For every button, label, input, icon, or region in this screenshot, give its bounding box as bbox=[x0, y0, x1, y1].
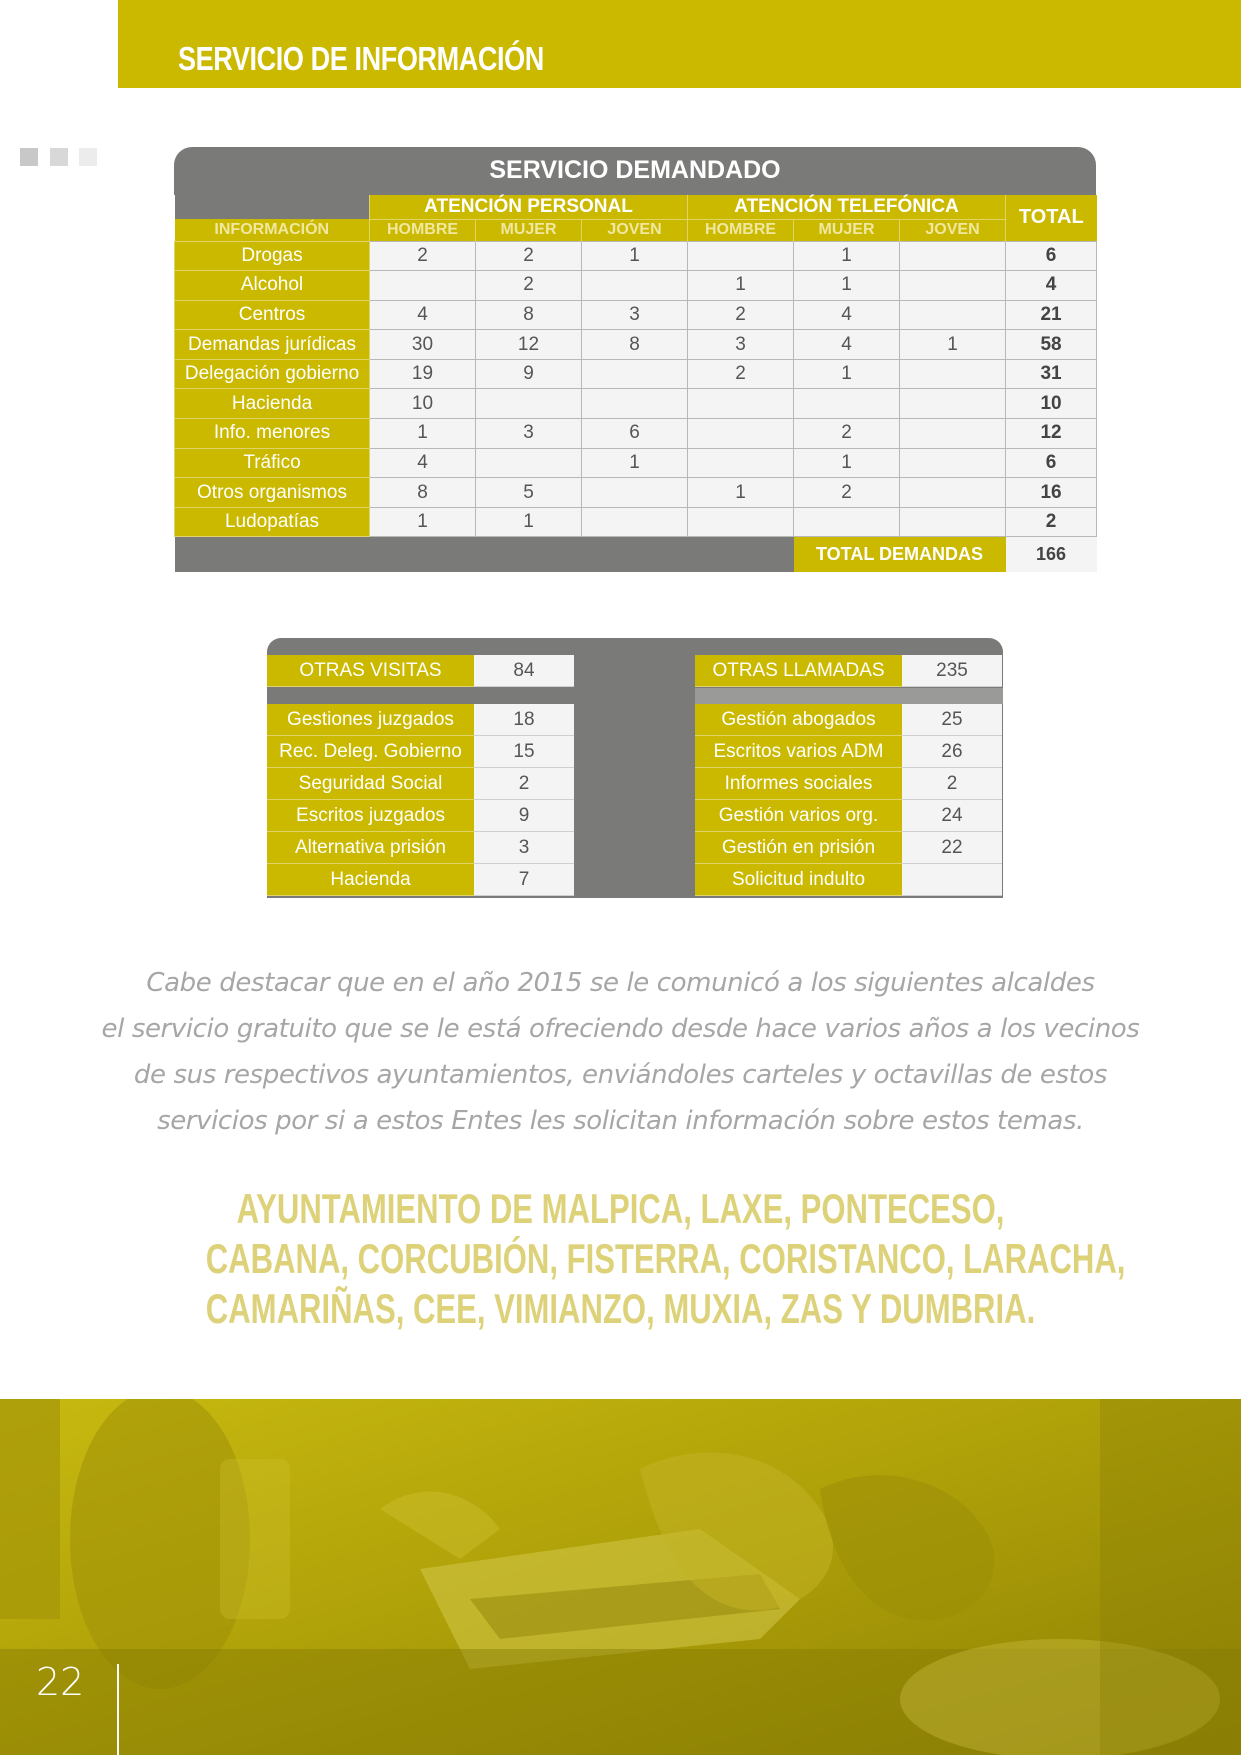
ayuntamientos-line: CABANA, CORCUBIÓN, FISTERRA, CORISTANCO, LARACHA, bbox=[205, 1235, 1126, 1282]
row-label: Otros organismos bbox=[175, 478, 370, 508]
ayuntamientos-line: AYUNTAMIENTO DE MALPICA, LAXE, PONTECESO, bbox=[236, 1185, 1005, 1232]
table-cell bbox=[582, 507, 688, 537]
visitas-row-value: 18 bbox=[474, 704, 574, 736]
llamadas-row-value: 2 bbox=[902, 768, 1002, 800]
total-demandas-label: TOTAL DEMANDAS bbox=[794, 537, 1006, 572]
table-cell: 1 bbox=[582, 241, 688, 271]
table-cell bbox=[900, 507, 1006, 537]
row-header: INFORMACIÓN bbox=[175, 219, 370, 241]
llamadas-row-value: 24 bbox=[902, 800, 1002, 832]
table-cell: 4 bbox=[370, 448, 476, 478]
visitas-row-label: Escritos juzgados bbox=[267, 800, 474, 832]
visitas-row-value: 3 bbox=[474, 832, 574, 864]
sub-header: MUJER bbox=[476, 219, 582, 241]
sub-header: HOMBRE bbox=[688, 219, 794, 241]
table-cell bbox=[688, 241, 794, 271]
row-total: 12 bbox=[1006, 419, 1097, 449]
visitas-row-value: 7 bbox=[474, 864, 574, 896]
visitas-row-label: Gestiones juzgados bbox=[267, 704, 474, 736]
visitas-row-label: Seguridad Social bbox=[267, 768, 474, 800]
row-label: Drogas bbox=[175, 241, 370, 271]
ayuntamientos-line: CAMARIÑAS, CEE, VIMIANZO, MUXIA, ZAS Y DUMBRIA. bbox=[205, 1285, 1036, 1332]
row-label: Centros bbox=[175, 300, 370, 330]
sub-header: MUJER bbox=[794, 219, 900, 241]
table-cell: 2 bbox=[688, 359, 794, 389]
table-cell bbox=[900, 448, 1006, 478]
row-total: 4 bbox=[1006, 271, 1097, 301]
table-cell bbox=[476, 389, 582, 419]
row-total: 10 bbox=[1006, 389, 1097, 419]
table-cell bbox=[900, 241, 1006, 271]
table-cell bbox=[582, 478, 688, 508]
visitas-row-label: Hacienda bbox=[267, 864, 474, 896]
table-row bbox=[175, 419, 1097, 449]
visitas-row-label: Rec. Deleg. Gobierno bbox=[267, 736, 474, 768]
table-cell bbox=[476, 448, 582, 478]
keyboard-photo bbox=[0, 1399, 1241, 1755]
table-cell: 8 bbox=[582, 330, 688, 360]
visitas-row-value: 9 bbox=[474, 800, 574, 832]
visitas-row-value: 2 bbox=[474, 768, 574, 800]
total-demandas-value: 166 bbox=[1006, 537, 1097, 572]
visitas-row-value: 15 bbox=[474, 736, 574, 768]
row-total: 2 bbox=[1006, 507, 1097, 537]
demand-grid bbox=[174, 195, 1097, 572]
llamadas-row-label: Gestión abogados bbox=[695, 704, 902, 736]
table-cell: 10 bbox=[370, 389, 476, 419]
table-row bbox=[175, 359, 1097, 389]
table-row bbox=[175, 271, 1097, 301]
table-cell: 6 bbox=[582, 419, 688, 449]
llamadas-row-value bbox=[902, 864, 1002, 896]
table-cell bbox=[688, 419, 794, 449]
table-row bbox=[175, 507, 1097, 537]
row-label: Ludopatías bbox=[175, 507, 370, 537]
table-cell: 1 bbox=[794, 448, 900, 478]
row-total: 16 bbox=[1006, 478, 1097, 508]
table-cell: 19 bbox=[370, 359, 476, 389]
sub-header: HOMBRE bbox=[370, 219, 476, 241]
table-cell: 3 bbox=[688, 330, 794, 360]
total-row bbox=[175, 537, 1097, 572]
table-cell: 1 bbox=[476, 507, 582, 537]
row-total: 6 bbox=[1006, 241, 1097, 271]
llamadas-header-label: OTRAS LLAMADAS bbox=[695, 655, 902, 687]
table-cell: 1 bbox=[370, 419, 476, 449]
page-title: SERVICIO DE INFORMACIÓN bbox=[178, 40, 544, 77]
table-cell: 2 bbox=[794, 478, 900, 508]
table-title: SERVICIO DEMANDADO bbox=[174, 147, 1096, 195]
sub-header: JOVEN bbox=[582, 219, 688, 241]
table-row bbox=[175, 478, 1097, 508]
row-total: 21 bbox=[1006, 300, 1097, 330]
row-label: Delegación gobierno bbox=[175, 359, 370, 389]
info-paragraph bbox=[80, 960, 1161, 1144]
decorative-square bbox=[20, 148, 38, 166]
table-cell: 4 bbox=[370, 300, 476, 330]
llamadas-row-label: Solicitud indulto bbox=[695, 864, 902, 896]
table-cell: 1 bbox=[688, 271, 794, 301]
visitas-header-value: 84 bbox=[474, 655, 574, 687]
table-cell: 3 bbox=[582, 300, 688, 330]
table-row bbox=[175, 389, 1097, 419]
header-blank bbox=[175, 195, 370, 219]
table-cell: 30 bbox=[370, 330, 476, 360]
row-total: 31 bbox=[1006, 359, 1097, 389]
table-cell: 2 bbox=[476, 241, 582, 271]
llamadas-row-label: Gestión en prisión bbox=[695, 832, 902, 864]
table-cell: 1 bbox=[794, 359, 900, 389]
table-cell: 1 bbox=[794, 271, 900, 301]
table-row bbox=[175, 241, 1097, 271]
table-cell bbox=[900, 271, 1006, 301]
decorative-square bbox=[50, 148, 68, 166]
paragraph-line: el servicio gratuito que se le está ofreciendo desde hace varios años a los vecinos bbox=[101, 1014, 1140, 1044]
table-cell bbox=[370, 271, 476, 301]
llamadas-row-value: 25 bbox=[902, 704, 1002, 736]
table-cell: 4 bbox=[794, 330, 900, 360]
llamadas-divider bbox=[695, 688, 1003, 704]
table-cell: 1 bbox=[688, 478, 794, 508]
group-header-telefonica: ATENCIÓN TELEFÓNICA bbox=[688, 195, 1006, 219]
total-column-header: TOTAL bbox=[1006, 195, 1097, 241]
table-cell bbox=[900, 359, 1006, 389]
table-cell: 2 bbox=[370, 241, 476, 271]
row-total: 6 bbox=[1006, 448, 1097, 478]
table-cell: 8 bbox=[476, 300, 582, 330]
table-cell: 1 bbox=[900, 330, 1006, 360]
paragraph-line: de sus respectivos ayuntamientos, enviándoles carteles y octavillas de estos bbox=[133, 1060, 1108, 1090]
table-row bbox=[175, 330, 1097, 360]
table-cell bbox=[582, 359, 688, 389]
group-header-personal: ATENCIÓN PERSONAL bbox=[370, 195, 688, 219]
llamadas-row-label: Gestión varios org. bbox=[695, 800, 902, 832]
table-cell: 2 bbox=[794, 419, 900, 449]
table-cell: 9 bbox=[476, 359, 582, 389]
table-cell: 12 bbox=[476, 330, 582, 360]
row-label: Demandas jurídicas bbox=[175, 330, 370, 360]
table-cell: 1 bbox=[582, 448, 688, 478]
paragraph-line: Cabe destacar que en el año 2015 se le comunicó a los siguientes alcaldes bbox=[146, 968, 1095, 998]
table-cell bbox=[900, 389, 1006, 419]
row-label: Alcohol bbox=[175, 271, 370, 301]
table-row bbox=[175, 300, 1097, 330]
table-cell bbox=[900, 419, 1006, 449]
llamadas-row-value: 22 bbox=[902, 832, 1002, 864]
llamadas-row-label: Informes sociales bbox=[695, 768, 902, 800]
table-cell: 2 bbox=[688, 300, 794, 330]
table-cell: 5 bbox=[476, 478, 582, 508]
table-cell: 1 bbox=[370, 507, 476, 537]
ayuntamientos-list bbox=[60, 1184, 1181, 1334]
table-cell: 4 bbox=[794, 300, 900, 330]
header-bar bbox=[118, 0, 1241, 88]
table-cell: 8 bbox=[370, 478, 476, 508]
llamadas-row-value: 26 bbox=[902, 736, 1002, 768]
otras-visitas-llamadas-table bbox=[267, 638, 1003, 898]
table-cell bbox=[794, 507, 900, 537]
llamadas-row-label: Escritos varios ADM bbox=[695, 736, 902, 768]
paragraph-line: servicios por si a estos Entes les solicitan información sobre estos temas. bbox=[157, 1106, 1084, 1136]
row-label: Tráfico bbox=[175, 448, 370, 478]
row-label: Hacienda bbox=[175, 389, 370, 419]
table-row bbox=[175, 448, 1097, 478]
row-label: Info. menores bbox=[175, 419, 370, 449]
row-total: 58 bbox=[1006, 330, 1097, 360]
table-cell bbox=[794, 389, 900, 419]
page-number-divider bbox=[117, 1664, 119, 1755]
table-cell bbox=[582, 389, 688, 419]
table-cell bbox=[688, 448, 794, 478]
decorative-square bbox=[79, 148, 97, 166]
page-number: 22 bbox=[36, 1660, 85, 1704]
table-cell bbox=[900, 300, 1006, 330]
visitas-header-label: OTRAS VISITAS bbox=[267, 655, 474, 687]
table-cell bbox=[688, 507, 794, 537]
servicio-demandado-table bbox=[174, 147, 1096, 572]
visitas-row-label: Alternativa prisión bbox=[267, 832, 474, 864]
table-cell: 3 bbox=[476, 419, 582, 449]
table-cell bbox=[900, 478, 1006, 508]
llamadas-header-value: 235 bbox=[902, 655, 1002, 687]
sub-header: JOVEN bbox=[900, 219, 1006, 241]
table-cell: 2 bbox=[476, 271, 582, 301]
total-row-filler bbox=[175, 537, 794, 572]
table-cell bbox=[582, 271, 688, 301]
table-cell: 1 bbox=[794, 241, 900, 271]
table-cell bbox=[688, 389, 794, 419]
